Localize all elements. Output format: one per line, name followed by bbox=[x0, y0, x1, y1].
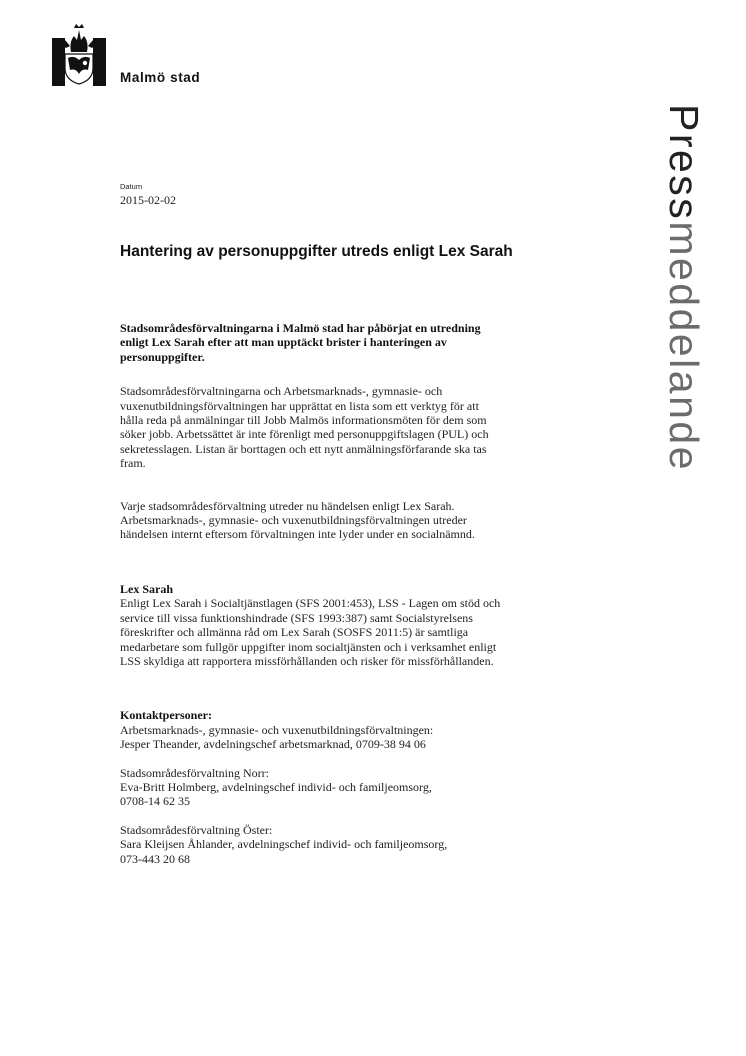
contact-group bbox=[120, 766, 590, 809]
malmo-coat-of-arms-logo bbox=[52, 24, 106, 86]
text-line: händelsen internt eftersom förvaltningen inte lyder under en socialnämnd. bbox=[120, 527, 475, 542]
text-line: Stadsområdesförvaltning Öster: bbox=[120, 822, 273, 837]
date-value: 2015-02-02 bbox=[120, 193, 176, 207]
vertical-label-press: Press bbox=[661, 104, 707, 222]
lead-paragraph bbox=[120, 321, 590, 364]
text-line: Enligt Lex Sarah i Socialtjänstlagen (SFS 2001:453), LSS - Lagen om stöd och bbox=[120, 596, 501, 611]
text-line: vuxenutbildningsförvaltningen har upprättat en lista som ett verktyg för att bbox=[120, 398, 479, 413]
text-line: personuppgifter. bbox=[120, 349, 205, 364]
text-line: medarbetare som fullgör uppgifter inom socialtjänsten och i verksamhet enligt bbox=[120, 639, 497, 654]
vertical-section-label bbox=[604, 104, 707, 554]
text-line: Varje stadsområdesförvaltning utreder nu händelsen enligt Lex Sarah. bbox=[120, 498, 455, 513]
text-line: Stadsområdesförvaltningarna och Arbetsmarknads-, gymnasie- och bbox=[120, 384, 443, 399]
body-paragraph bbox=[120, 499, 590, 542]
press-release-body bbox=[120, 321, 590, 880]
text-line: hålla reda på anmälningar till Jobb Malmös informationsmöten för dem som bbox=[120, 413, 487, 428]
org-name: Malmö stad bbox=[120, 70, 201, 85]
text-line: LSS skyldiga att rapportera missförhållanden och risker för missförhållanden. bbox=[120, 653, 494, 668]
lex-sarah-section bbox=[120, 582, 590, 668]
text-line: fram. bbox=[120, 456, 146, 471]
contact-group bbox=[120, 823, 590, 866]
text-line: Stadsområdesförvaltning Norr: bbox=[120, 765, 269, 780]
text-line: Jesper Theander, avdelningschef arbetsmarknad, 0709-38 94 06 bbox=[120, 737, 426, 752]
text-line: service till vissa funktionshindrade (SFS 1993:387) samt Socialstyrelsens bbox=[120, 610, 473, 625]
text-line: söker jobb. Arbetssättet är inte förenligt med personuppgiftslagen (PUL) och bbox=[120, 427, 489, 442]
text-line: 0708-14 62 35 bbox=[120, 794, 190, 809]
text-line: Arbetsmarknads-, gymnasie- och vuxenutbildningsförvaltningen utreder bbox=[120, 513, 467, 528]
body-paragraph bbox=[120, 384, 590, 470]
contact-group bbox=[120, 708, 590, 751]
text-line: föreskrifter och allmänna råd om Lex Sarah (SOSFS 2011:5) är samtliga bbox=[120, 625, 469, 640]
text-line: Arbetsmarknads-, gymnasie- och vuxenutbildningsförvaltningen: bbox=[120, 722, 434, 737]
text-line: Eva-Britt Holmberg, avdelningschef individ- och familjeomsorg, bbox=[120, 779, 432, 794]
contacts-heading: Kontaktpersoner: bbox=[120, 708, 212, 723]
page-title: Hantering av personuppgifter utreds enligt Lex Sarah bbox=[120, 243, 513, 260]
text-line: 073-443 20 68 bbox=[120, 851, 190, 866]
text-line: Stadsområdesförvaltningarna i Malmö stad har påbörjat en utredning bbox=[120, 321, 481, 335]
text-line: sekretesslagen. Listan är borttagen och ett nytt anmälningsförfarande ska tas bbox=[120, 441, 487, 456]
date-label: Datum bbox=[120, 182, 143, 191]
text-line: Sara Kleijsen Åhlander, avdelningschef individ- och familjeomsorg, bbox=[120, 837, 448, 852]
lex-sarah-heading: Lex Sarah bbox=[120, 581, 174, 596]
vertical-label-meddelande: meddelande bbox=[661, 221, 707, 472]
text-line: enligt Lex Sarah efter att man upptäckt brister i hanteringen av bbox=[120, 335, 447, 350]
